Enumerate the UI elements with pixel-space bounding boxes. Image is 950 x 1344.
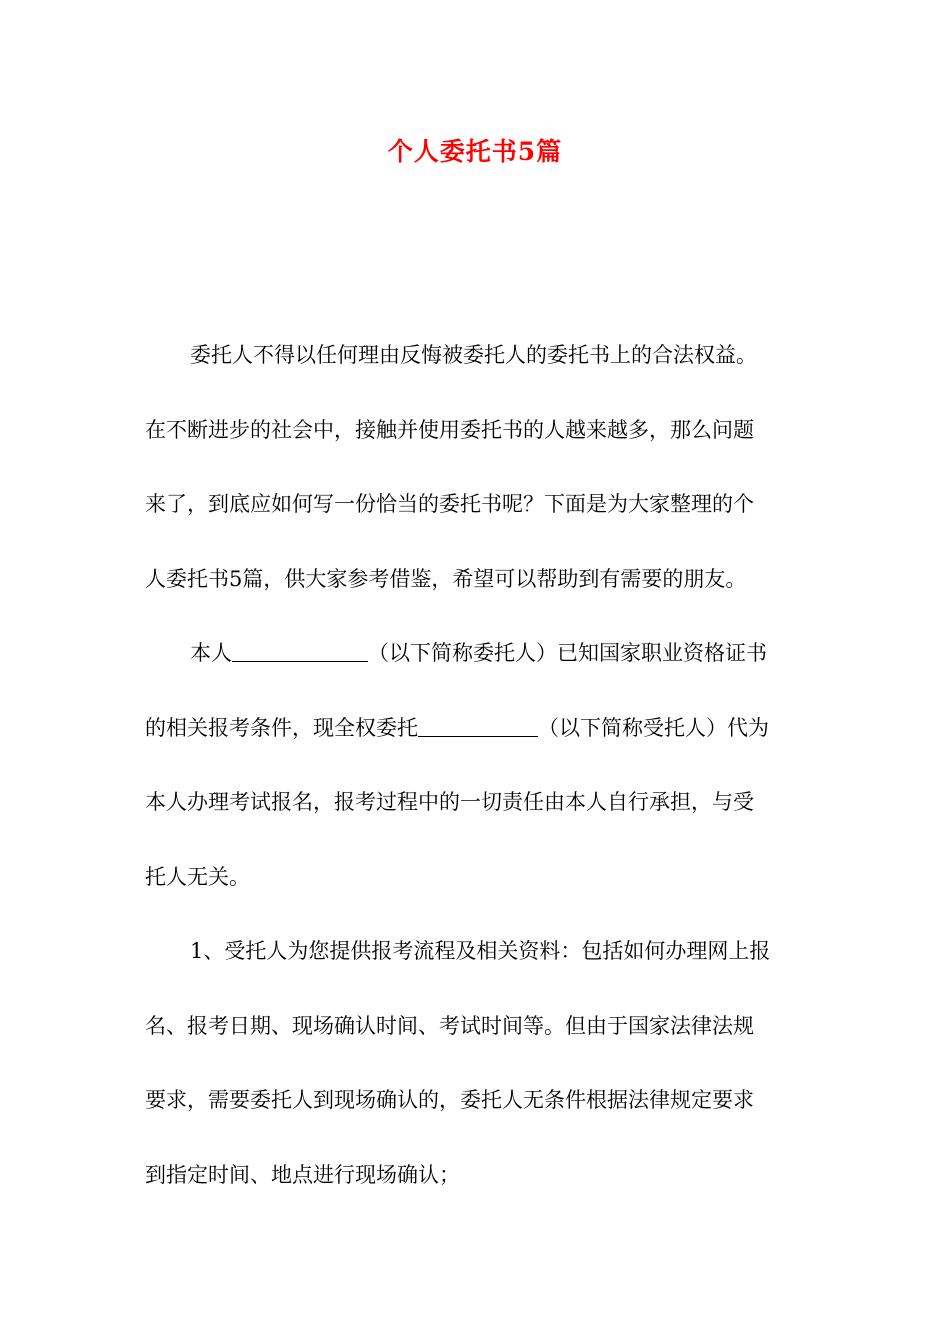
text-line: 委托人不得以任何理由反悔被委托人的委托书上的合法权益。 [190, 343, 757, 367]
agent-name-blank [418, 718, 538, 737]
text-segment: （以下简称受托人）代为 [538, 715, 769, 740]
text-line: 本人办理考试报名，报考过程中的一切责任由本人自行承担，与受 [145, 790, 754, 814]
text-line [145, 616, 810, 691]
paragraph-clause-1 [145, 914, 810, 1212]
text-line: 在不断进步的社会中，接触并使用委托书的人越来越多，那么问题 [145, 417, 754, 442]
text-line: 来了，到底应如何写一份恰当的委托书呢？下面是为大家整理的个 [145, 492, 754, 516]
paragraph-authorization [145, 616, 810, 914]
document-title: 个人委托书5篇 [387, 137, 563, 166]
text-line: 名、报考日期、现场确认时间、考试时间等。但由于国家法律法规 [145, 1013, 754, 1038]
text-line: 到指定时间、地点进行现场确认； [145, 1162, 460, 1187]
paragraph-intro [145, 318, 810, 616]
text-line: 要求，需要委托人到现场确认的，委托人无条件根据法律规定要求 [145, 1088, 754, 1112]
text-segment: 本人 [190, 641, 232, 665]
text-line [145, 691, 810, 766]
text-line: 人委托书5篇，供大家参考借鉴，希望可以帮助到有需要的朋友。 [145, 566, 747, 591]
document-body [145, 318, 810, 1212]
text-segment: （以下简称委托人）已知国家职业资格证书 [368, 641, 767, 665]
text-line: 托人无关。 [145, 864, 250, 889]
text-line: 1、受托人为您提供报考流程及相关资料：包括如何办理网上报 [190, 939, 771, 963]
principal-name-blank [232, 643, 368, 662]
text-segment: 的相关报考条件，现全权委托 [145, 715, 418, 740]
